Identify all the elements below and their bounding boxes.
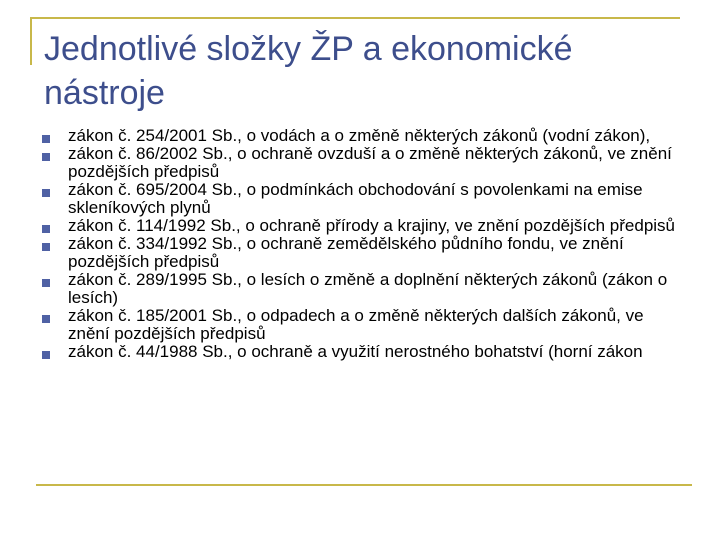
- square-bullet-icon: [42, 243, 50, 251]
- list-item: [42, 145, 682, 181]
- square-bullet-icon: [42, 351, 50, 359]
- square-bullet-icon: [42, 315, 50, 323]
- square-bullet-icon: [42, 189, 50, 197]
- list-item-text: zákon č. 289/1995 Sb., o lesích o změně a doplnění některých zákonů (zákon o lesích): [68, 270, 668, 307]
- list-item-text: zákon č. 254/2001 Sb., o vodách a o změně některých zákonů (vodní zákon),: [68, 126, 651, 145]
- frame-vertical-line: [30, 17, 32, 65]
- frame-bottom-line: [36, 484, 692, 486]
- square-bullet-icon: [42, 135, 50, 143]
- list-item-text: zákon č. 695/2004 Sb., o podmínkách obchodování s povolenkami na emise skleníkových plynů: [68, 180, 643, 217]
- square-bullet-icon: [42, 279, 50, 287]
- list-item: [42, 271, 682, 307]
- list-item-text: zákon č. 185/2001 Sb., o odpadech a o změně některých dalších zákonů, ve znění pozdějších předpisů: [68, 306, 644, 343]
- list-item: [42, 307, 682, 343]
- list-item-text: zákon č. 114/1992 Sb., o ochraně přírody a krajiny, ve znění pozdějších předpisů: [68, 216, 676, 235]
- frame-top-line: [30, 17, 680, 19]
- law-list: [42, 127, 682, 361]
- list-item-text: zákon č. 334/1992 Sb., o ochraně zemědělského půdního fondu, ve znění pozdějších předpisů: [68, 234, 624, 271]
- list-item-text: zákon č. 44/1988 Sb., o ochraně a využití nerostného bohatství (horní zákon: [68, 342, 643, 361]
- list-item-text: zákon č. 86/2002 Sb., o ochraně ovzduší a o změně některých zákonů, ve znění pozdějších předpisů: [68, 144, 672, 181]
- list-item: [42, 181, 682, 217]
- list-item: [42, 235, 682, 271]
- square-bullet-icon: [42, 225, 50, 233]
- list-item: [42, 217, 682, 235]
- square-bullet-icon: [42, 153, 50, 161]
- list-item: [42, 343, 682, 361]
- list-item: [42, 127, 682, 145]
- slide-title: Jednotlivé složky ŽP a ekonomické nástroje: [44, 30, 573, 112]
